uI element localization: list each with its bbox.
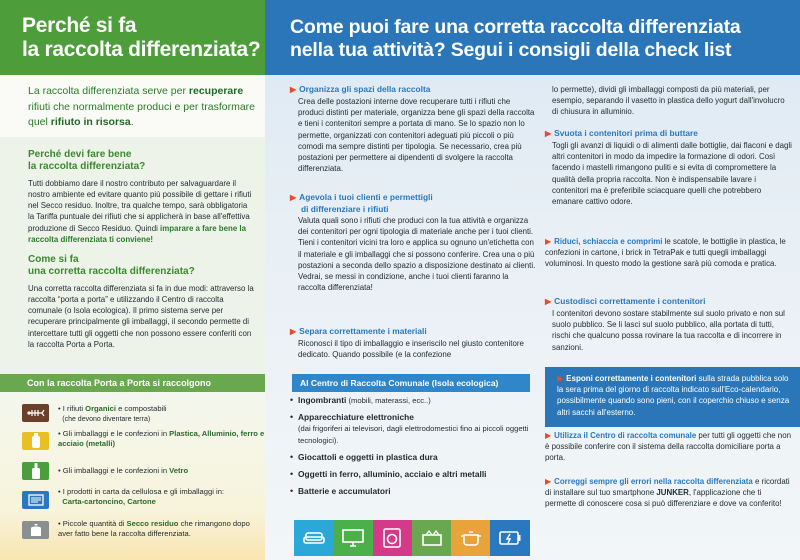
pot-icon xyxy=(451,520,490,556)
list-item: • I prodotti in carta da cellulosa e gli imballaggi in: Carta-cartoncino, Cartone xyxy=(0,485,265,515)
arrow-icon: ▶ xyxy=(545,129,552,138)
question-title: Perché devi fare bene la raccolta differenziata? xyxy=(28,149,146,173)
collection-center-heading: Al Centro di Raccolta Comunale (Isola ecologica) xyxy=(292,374,530,392)
section-text: ▶ Correggi sempre gli errori nella raccolta differenziata e ricordati di installare sul tuo smartphone JUNKER, l'applicazione che ti permette di conoscere cosa si può differenziare e dove va conferito! xyxy=(545,477,790,509)
intro-text: La raccolta differenziata serve per recuperare rifiuti che normalmente produci e per trasformare quel rifiuto in risorsa. xyxy=(0,75,265,137)
door-to-door-heading: Con la raccolta Porta a Porta si raccolgono xyxy=(0,374,265,392)
section-text: ▶ Riduci, schiaccia e comprimi le scatole, le bottiglie in plastica, le confezioni in cartone, i brick in TetraPak e tutti quegli imballaggi voluminosi. In questo modo la gestione sarà più comoda e pratica. xyxy=(545,237,786,269)
list-item: • Batterie e accumulatori xyxy=(290,486,535,497)
arrow-icon: ▶ xyxy=(545,297,552,306)
section-text: Togli gli avanzi di liquidi o di alimenti dalle bottiglie, dai flaconi e dagli altri contenitori in modo da impedire la formazione di odori. Così facendo i mastelli rimangono puliti e si evita di compromettere la qualità della propria raccolta. Non è indispensabile lavare i contenitori ma è preferibile sciacquare quelli che potrebbero emanare cattivo odore. xyxy=(552,141,792,207)
arrow-icon: ▶ xyxy=(545,431,552,440)
section-title: ▶ Separa correttamente i materiali xyxy=(290,326,427,336)
glass-bottle-icon xyxy=(22,462,49,480)
plastic-bottle-icon xyxy=(22,432,49,450)
list-item: • Giocattoli e oggetti in plastica dura xyxy=(290,452,535,463)
question-text: Una corretta raccolta differenziata si fa in due modi: attraverso la raccolta “porta a porta” e utilizzando il Centro di raccolta comunale (o Isola ecologica). Il primo sistema serve per recuperare principalmente gli imballaggi, il secondo permette di intercettare tutti gli oggetti che non possono essere conferiti con la raccolta Porta a Porta. xyxy=(28,283,254,349)
question-text: Tutti dobbiamo dare il nostro contributo per salvaguardare il nostro ambiente ed evitare quanto più possibile di gettare i rifiuti nel Secco residuo. Inoltre, tra qualche tempo, sarà obbligatoria la Tariffa puntuale dei rifiuti che si applicherà in base all'effettiva produzione di Secco Residuo. Quindi imparare a fare bene la raccolta differenziata ti conviene! xyxy=(28,178,252,244)
arrow-icon: ▶ xyxy=(290,193,297,202)
expose-containers-box: ▶ Esponi correttamente i contenitori sulla strada pubblica solo la sera prima del giorno di raccolta indicato sull'Eco-calendario, possibilmente quando sono pieni, con il coperchio chiuso e senza altri sacchi all'esterno. xyxy=(545,367,800,427)
washing-machine-icon xyxy=(373,520,412,556)
section-text: Crea delle postazioni interne dove recuperare tutti i rifiuti che produci distinti per materiale, organizza bene gli spazi della raccolta e tieni i contenitori sempre a portata di mano. Se lo spazio non lo permette, organizzati con contenitori adeguati più piccoli o più comodi ma sempre distinti per tipologia. Se necessario, crea più postazioni per permettere ai dipendenti di svolgere la raccolta differenziata. xyxy=(298,97,535,174)
section-title: ▶ Svuota i contenitori prima di buttare xyxy=(545,128,698,138)
section-text: lo permette), dividi gli imballaggi composti da più materiali, per esempio, separando il vasetto in plastica dello yogurt dall'involucro di chiusura in alluminio. xyxy=(552,85,785,117)
section-text: Riconosci il tipo di imballaggio e inseriscilo nel giusto contenitore dedicato. Quando possibile (e la confezione xyxy=(298,339,524,360)
sofa-icon xyxy=(294,520,333,556)
list-item: • Apparecchiature elettroniche (dai frigoriferi ai televisori, dagli elettrodomestici fino ai piccoli oggetti tecnologici). xyxy=(290,412,535,446)
arrow-icon: ▶ xyxy=(290,85,297,94)
arrow-icon: ▶ xyxy=(545,237,552,246)
door-to-door-list xyxy=(0,392,265,560)
section-title: ▶ Organizza gli spazi della raccolta xyxy=(290,84,431,94)
paper-icon xyxy=(22,491,49,509)
section-title: ▶ Custodisci correttamente i contenitori xyxy=(545,296,706,306)
tv-icon xyxy=(333,520,372,556)
fish-bone-icon xyxy=(22,404,49,422)
section-text: Valuta quali sono i rifiuti che produci con la tua attività e organizza dei contenitori per ogni tipologia di materiale anche per i tuoi clienti. Tieni i contenitori vicini tra loro e applica su ognuno un'etichetta con il materiale e gli imballaggi che si possono conferire. Crea una o più postazioni a seconda dello spazio a disposizione destinato ai clienti. Vedrai, se messi in condizione, anche i tuoi clienti faranno la raccolta differenziata! xyxy=(298,216,536,293)
list-item: • Ingombranti (mobili, materassi, ecc..) xyxy=(290,395,535,406)
question-title: Come si fa una corretta raccolta differenziata? xyxy=(28,254,195,278)
main-header xyxy=(265,0,800,75)
list-item: • I rifiuti Organici e compostabili (che devono diventare terra) xyxy=(0,398,265,428)
trash-bag-icon xyxy=(22,521,49,539)
arrow-icon: ▶ xyxy=(557,374,564,383)
arrow-icon: ▶ xyxy=(290,327,297,336)
scrap-metal-icon xyxy=(412,520,451,556)
list-item: • Oggetti in ferro, alluminio, acciaio e altri metalli xyxy=(290,469,535,480)
main-title: Come puoi fare una corretta raccolta differenziata nella tua attività? Segui i consigli della check list xyxy=(290,16,741,61)
section-title: ▶ Agevola i tuoi clienti e permettigli di differenziare i rifiuti xyxy=(290,192,433,214)
section-text: I contenitori devono sostare stabilmente sul suolo privato e non sul suolo pubblico. Se li lasci sul suolo pubblico, alla portata di tutti, rischi che qualcuno possa rovinare la tua raccolta e di incorrere in sanzioni. xyxy=(552,309,785,352)
section-text: ▶ Utilizza il Centro di raccolta comunale per tutti gli oggetti che non è possibile conferire con il sistema della raccolta domiciliare porta a porta. xyxy=(545,431,791,463)
arrow-icon: ▶ xyxy=(545,477,552,486)
list-item: • Gli imballaggi e le confezioni in Vetro xyxy=(0,456,265,486)
list-item: • Gli imballaggi e le confezioni in Plastica, Alluminio, ferro e acciaio (metalli) xyxy=(0,426,265,456)
left-header xyxy=(0,0,265,75)
category-icon-bar xyxy=(294,520,530,556)
collection-center-list xyxy=(290,395,535,503)
battery-icon xyxy=(490,520,529,556)
left-title: Perché si fa la raccolta differenziata? xyxy=(22,14,261,61)
list-item: • Piccole quantità di Secco residuo che rimangono dopo aver fatto bene la raccolta differenziata. xyxy=(0,515,265,545)
left-questions xyxy=(0,137,265,373)
